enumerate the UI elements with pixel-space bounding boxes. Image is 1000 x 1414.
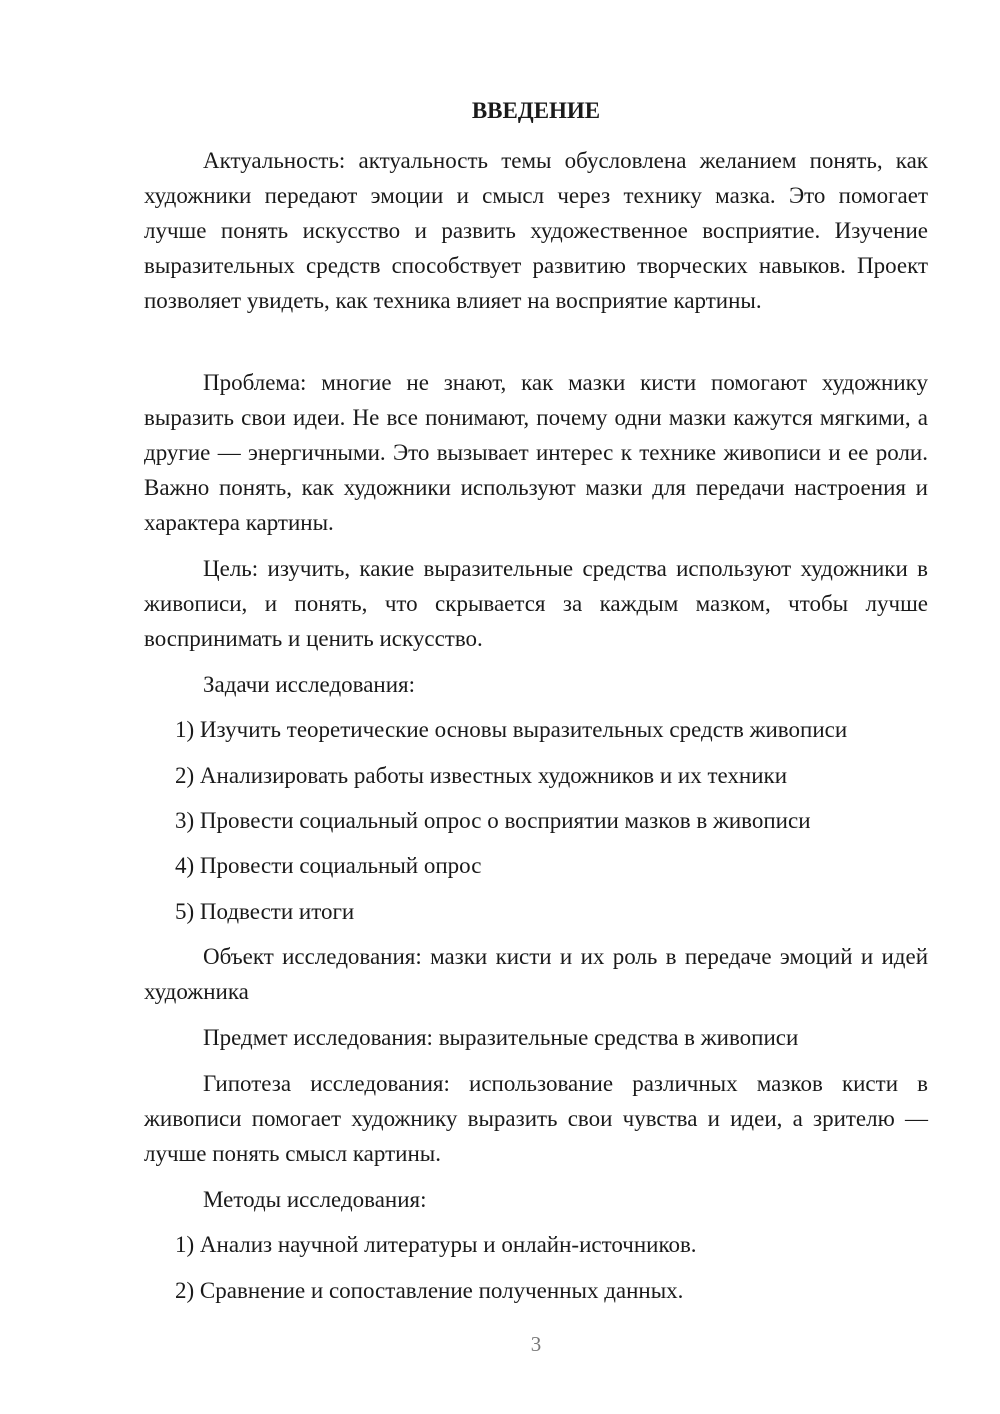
problem-paragraph: Проблема: многие не знают, как мазки кисти помогают художнику выразить свои идеи. Не все понимают, почему одни мазки кажутся мягкими, а другие — энергичными. Это вызывает интерес к технике живописи и ее роли. Важно понять, как художники используют мазки для передачи настроения и характера картины. (144, 370, 928, 535)
method-item: 1) Анализ научной литературы и онлайн-источников. (175, 1232, 697, 1257)
object-paragraph: Объект исследования: мазки кисти и их роль в передаче эмоций и идей художника (144, 944, 928, 1004)
goal-paragraph: Цель: изучить, какие выразительные средства используют художники в живописи, и понять, что скрывается за каждым мазком, чтобы лучше воспринимать и ценить искусство. (144, 556, 928, 651)
tasks-heading: Задачи исследования: (203, 672, 416, 697)
task-item: 3) Провести социальный опрос о восприятии мазков в живописи (175, 808, 811, 833)
task-item: 2) Анализировать работы известных художников и их техники (175, 763, 788, 788)
page-number: 3 (530, 1332, 542, 1356)
methods-heading: Методы исследования: (203, 1187, 427, 1212)
hypothesis-paragraph: Гипотеза исследования: использование различных мазков кисти в живописи помогает художнику выразить свои чувства и идеи, а зрителю — лучше понять смысл картины. (144, 1071, 928, 1166)
task-item: 1) Изучить теоретические основы выразительных средств живописи (175, 717, 848, 742)
task-item: 5) Подвести итоги (175, 899, 355, 924)
section-title: ВВЕДЕНИЕ (471, 98, 601, 123)
subject-paragraph: Предмет исследования: выразительные средства в живописи (203, 1025, 799, 1050)
method-item: 2) Сравнение и сопоставление полученных данных. (175, 1278, 684, 1303)
relevance-paragraph: Актуальность: актуальность темы обусловлена желанием понять, как художники передают эмоции и смысл через технику мазка. Это помогает лучше понять искусство и развить художественное восприятие. Изучение выразительных средств способствует развитию творческих навыков. Проект позволяет увидеть, как техника влияет на восприятие картины. (144, 148, 928, 313)
task-item: 4) Провести социальный опрос (175, 853, 482, 878)
